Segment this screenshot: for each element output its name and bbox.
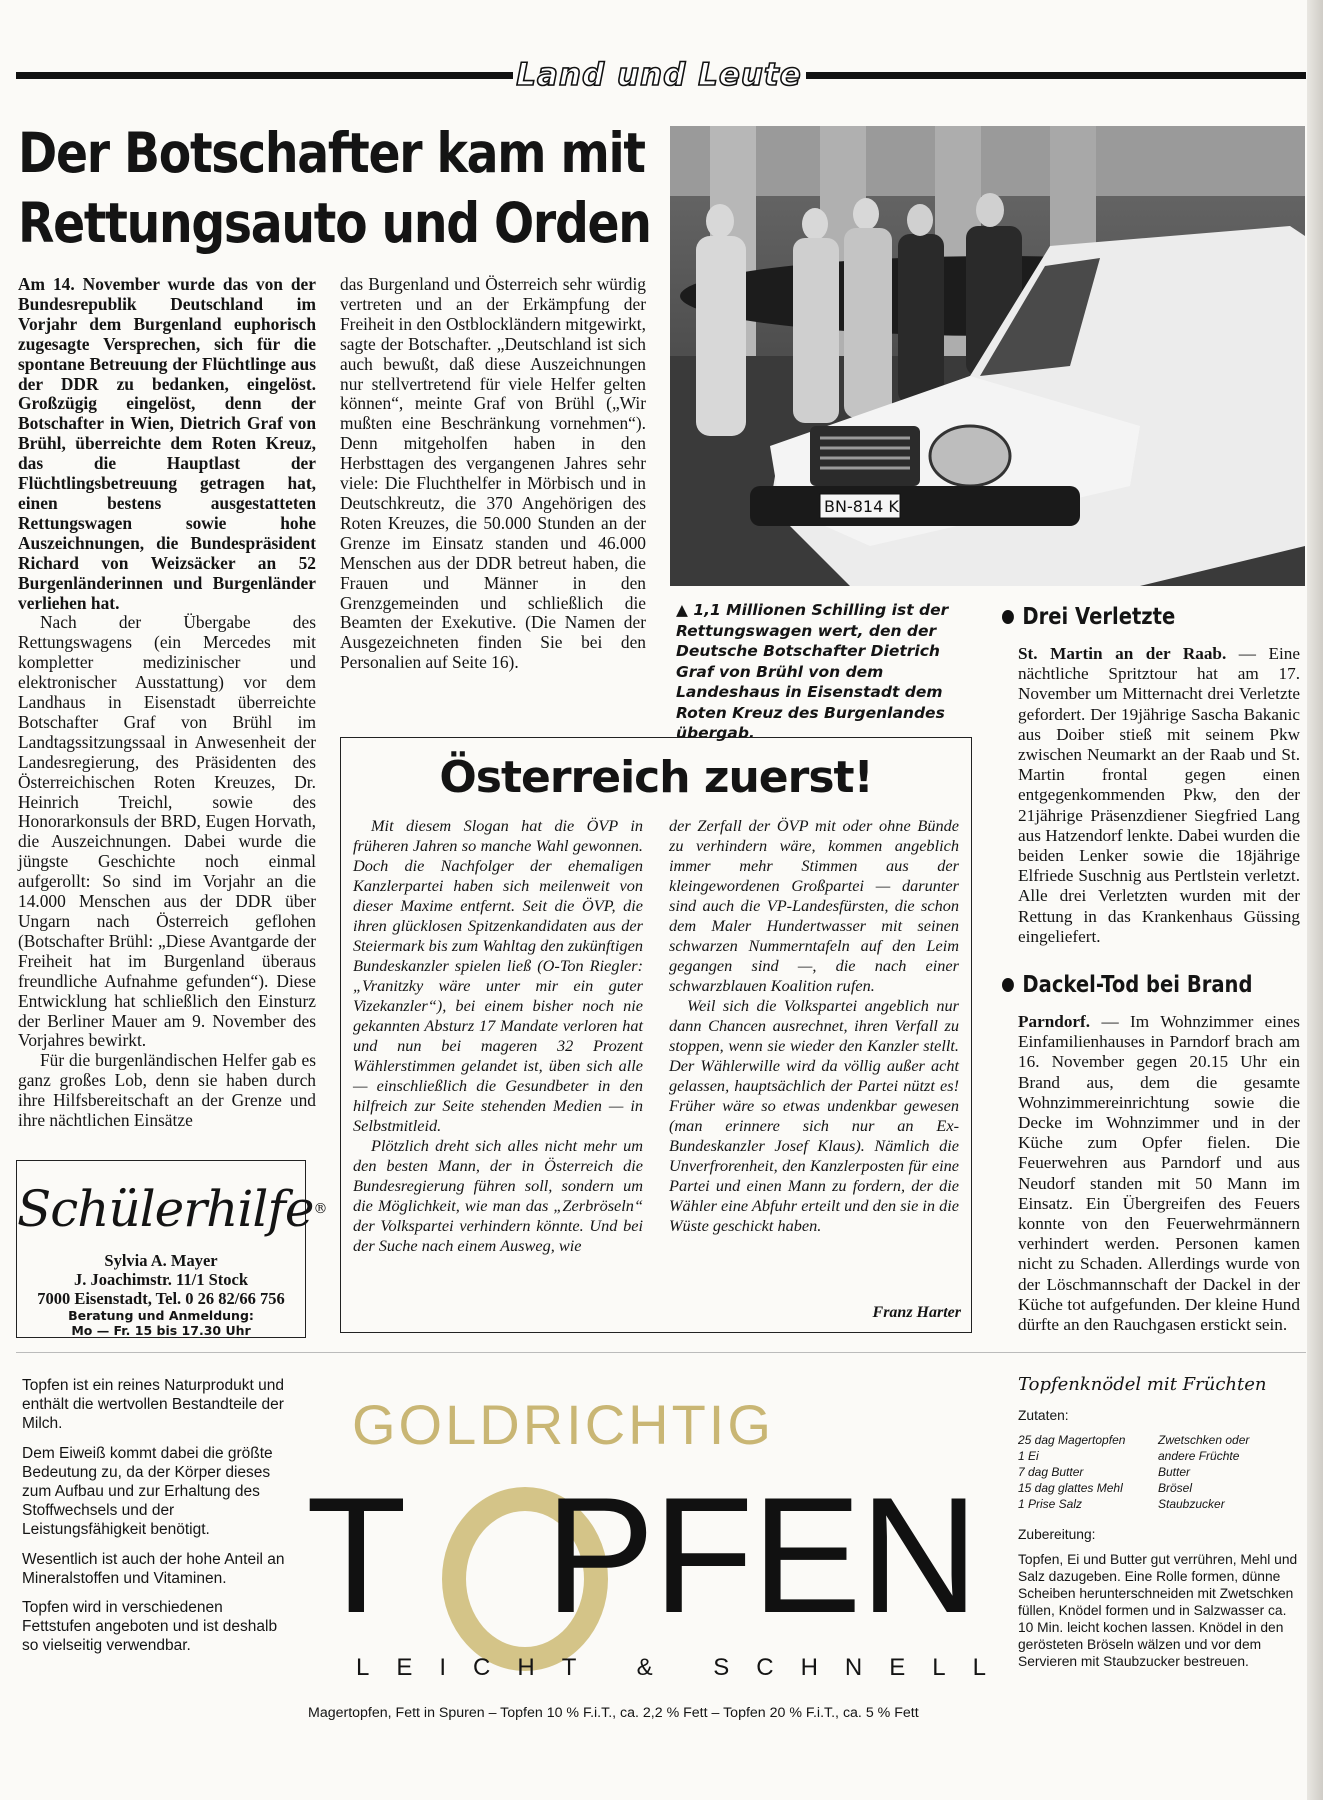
headline bbox=[18, 118, 651, 258]
news-text: — Eine nächtliche Spritztour hat am 17. November um Mitternacht drei Verletzte gefordert. Der 19jährige Sascha Bakanic aus Doiber stieß mit seinem Pkw zwischen Neumarkt an der Raab und St. Martin frontal gegen einen entgegenkommenden Pkw, den der 21jährige Präsenzdiener Siegfried Lang aus Hatzendorf lenkte. Dabei wurden die beiden Lenker sowie die 18jährige Elfriede Suschnig aus Pertlstein verletzt. Alle drei Verletzten wurden mit der Rettung in das Krankenhaus Güssing eingeliefert. bbox=[1018, 644, 1301, 946]
news-location: Parndorf. bbox=[1018, 1012, 1091, 1031]
topfen-paragraph: Wesentlich ist auch der hohe Anteil an Mineralstoffen und Vitaminen. bbox=[22, 1550, 285, 1587]
recipe bbox=[1018, 1376, 1300, 1670]
page-edge bbox=[1307, 0, 1323, 1800]
article-paragraph: Nach der Übergabe des Rettungswagens (ein Mercedes mit kompletter medizinischer und elektronischer Ausstattung) vor dem Landhaus in Eisenstadt überreichte Botschafter Graf von Brühl im Landtagssitzungssaal in Anwesenheit der Landesregierung, des Präsidenten des Österreichischen Roten Kreuzes, Dr. Heinrich Treichl, sowie des Honorarkonsuls der BRD, Eugen Horvath, die Auszeichnungen. Dabei wurde die jüngste Geschichte noch einmal aufgerollt: So sind im Vorjahr an die 14.000 Menschen aus der DDR über Ungarn nach Österreich geflohen (Botschafter Brühl: „Diese Avantgarde der Freiheit hat im Burgenland überaus freundliche Aufnahme gefunden“). Diese Entwicklung hat schließlich den Einsturz der Berliner Mauer am 9. November des Vorjahres bewirkt. bbox=[18, 612, 316, 1051]
headline-line-2: Rettungsauto und Orden bbox=[18, 191, 651, 255]
tagline: LEICHT & SCHNELL bbox=[356, 1654, 1013, 1681]
header-rule-left bbox=[16, 72, 513, 79]
license-plate: BN-814 K bbox=[824, 497, 899, 516]
topfen-info bbox=[22, 1376, 290, 1666]
ingredient: 25 dag Magertopfen bbox=[1018, 1433, 1126, 1447]
article-column-1 bbox=[18, 275, 316, 1131]
article-paragraph: das Burgenland und Österreich sehr würdig vertreten und an der Erkämpfung der Freiheit in den Ostblockländern mitgewirkt, sagte der Botschafter. „Deutschland ist sich auch bewußt, daß diese Auszeichnungen nur stellvertretend für viele Helfer gelten können“, meinte Graf von Brühl („Wir mußten eine Beschränkung vornehmen“). Denn mitgeholfen haben in den Herbsttagen des vergangenen Jahres sehr viele: Die Fluchthelfer in Mörbisch und in Deutschkreutz, die 370 Angehörigen des Roten Kreuzes, die 50.000 Stunden an der Grenze im Einsatz standen und 46.000 Menschen aus der DDR betreut haben, die Frauen und Männer in den Grenzgemeinden und schließlich die Beamten der Exekutive. (Die Namen der Ausgezeichneten finden Sie bei den Personalien auf Seite 16). bbox=[340, 274, 646, 673]
recipe-title: Topfenknödel mit Früchten bbox=[1018, 1374, 1267, 1395]
news-item-2 bbox=[1018, 1012, 1300, 1335]
opinion-title: Österreich zuerst! bbox=[439, 752, 873, 803]
ad-hours: Mo — Fr. 15 bis 17.30 Uhr bbox=[71, 1323, 251, 1338]
ingredient: Zwetschken oder bbox=[1158, 1433, 1250, 1447]
triangle-icon: ▲ bbox=[676, 601, 688, 619]
opinion-paragraph: Plötzlich dreht sich alles nicht mehr um den besten Mann, der in Österreich die Bundesregierung führen soll, sondern um die Möglichkeit, wie man das „Zerbröseln“ der Volkspartei verhindern könnte. Und bei der Suche nach einem Ausweg, wie bbox=[353, 1136, 643, 1255]
opinion-paragraph: Weil sich die Volkspartei angeblich nur dann Chancen ausrechnet, ihren Verfall zu stoppen, wenn sie wieder den Kanzler stellt. Der Wählerwille wird da völlig außer acht gelassen, hauptsächlich der Partei nützt es! Früher wäre so etwas undenkbar gewesen (man erinnere sich nur an Ex-Bundeskanzler Josef Klaus). Nämlich die Unverfrorenheit, den Kanzlerposten für eine Partei und einen Mann zu fordern, der die Wähler eine Abfuhr erteilt und den sie in die Wüste geschickt haben. bbox=[669, 996, 959, 1235]
ingredient: 1 Ei bbox=[1018, 1449, 1039, 1463]
fat-content-line: Magertopfen, Fett in Spuren – Topfen 10 % F.i.T., ca. 2,2 % Fett – Topfen 20 % F.i.T., ca. 5 % Fett bbox=[308, 1705, 919, 1721]
wordmark-t: T bbox=[306, 1463, 405, 1647]
news-location: St. Martin an der Raab. bbox=[1018, 644, 1227, 663]
section-title: Land und Leute bbox=[516, 57, 802, 93]
ad-street: J. Joachimstr. 11/1 Stock bbox=[73, 1270, 249, 1289]
ingredient: 7 dag Butter bbox=[1018, 1465, 1084, 1479]
caption-text: 1,1 Millionen Schilling ist der Rettungswagen wert, den der Deutsche Botschafter Dietrich Graf von Brühl von dem Landeshaus in Eisenstadt dem Roten Kreuz des Burgenlandes übergab. bbox=[676, 601, 949, 742]
schuelerhilfe-ad bbox=[16, 1160, 327, 1338]
photo-caption bbox=[676, 600, 976, 744]
divider bbox=[16, 1352, 1306, 1353]
slogan-goldrichtig: GOLDRICHTIG bbox=[352, 1393, 774, 1456]
ingredient: 1 Prise Salz bbox=[1018, 1497, 1083, 1511]
news-text: — Im Wohnzimmer eines Einfamilienhauses in Parndorf brach am 16. November gegen 20.15 Uhr ein Brand aus, dem die gesamte Wohnzimmereinrichtung sowie die Decke im Wohnzimmer und in der Küche zum Opfer fielen. Die Feuerwehren aus Parndorf und aus Neudorf standen mit 50 Mann im Einsatz. Ein Übergreifen des Feuers konnte von den Feuerwehrmännern verhindert werden. Personen kamen nicht zu Schaden. Allerdings wurde von der Löschmannschaft der Dackel in der Küche tot aufgefunden. Der kleine Hund dürfte an den Rauchgasen erstickt sein. bbox=[1018, 1012, 1300, 1335]
ad-note: Beratung und Anmeldung: bbox=[68, 1308, 254, 1323]
news-title-2: Dackel-Tod bei Brand bbox=[1002, 972, 1252, 998]
ingredients-label: Zutaten: bbox=[1018, 1408, 1069, 1423]
opinion-column-left bbox=[353, 816, 643, 1256]
ingredient: andere Früchte bbox=[1158, 1449, 1240, 1463]
ingredient: 15 dag glattes Mehl bbox=[1018, 1481, 1123, 1495]
opinion-box bbox=[340, 737, 972, 1333]
headline-line-1: Der Botschafter kam mit bbox=[18, 121, 645, 185]
ingredient: Staubzucker bbox=[1158, 1497, 1225, 1511]
prep-label: Zubereitung: bbox=[1018, 1527, 1096, 1542]
article-paragraph: Für die burgenländischen Helfer gab es ganz großes Lob, denn sie haben durch ihre Hilfsbereitschaft an der Grenze und ihre nächtlichen Einsätze bbox=[18, 1050, 316, 1131]
ad-name: Sylvia A. Mayer bbox=[104, 1251, 218, 1270]
header-rule-right bbox=[806, 72, 1306, 79]
wordmark-pfen: PFEN bbox=[544, 1463, 977, 1647]
prep-text: Topfen, Ei und Butter gut verrühren, Mehl und Salz dazugeben. Eine Rolle formen, dünne Scheiben herunterschneiden mit Zwetschken füllen, Knödel formen und in Salzwasser ca. 10 Min. leicht kochen lassen. Knödel in den gerösteten Bröseln wälzen und vor dem Servieren mit Staubzucker bestreuen. bbox=[1018, 1552, 1298, 1669]
topfen-paragraph: Topfen wird in verschiedenen Fettstufen angeboten und ist deshalb so vielseitig verwendbar. bbox=[22, 1599, 278, 1655]
ambulance-photo bbox=[670, 126, 1305, 586]
bullet-icon bbox=[1002, 978, 1014, 992]
article-lead: Am 14. November wurde das von der Bundesrepublik Deutschland im Vorjahr dem Burgenland euphorisch zugesagte Versprechen, sich für die spontane Betreuung der Flüchtlinge aus der DDR zu bedanken, eingelöst. Großzügig eingelöst, denn der Botschafter in Wien, Dietrich Graf von Brühl, überreichte dem Roten Kreuz, das die Hauptlast der Flüchtlingsbetreuung getragen hat, einen bestens ausgestatteten Rettungswagen sowie hohe Auszeichnungen, die Bundespräsident Richard von Weizsäcker an 52 Burgenländerinnen und Burgenländer verliehen hat. bbox=[18, 274, 316, 613]
opinion-paragraph: der Zerfall der ÖVP mit oder ohne Bünde zu verhindern wäre, kommen angeblich immer mehr Stimmen aus der kleingewordenen Großpartei — darunter sind auch die VP-Landesfürsten, die schon dem Maler Hundertwasser mit seinen schwarzen Nummerntafeln auf den Leim gegangen sind —, die nach einer schwarzblauen Koalition rufen. bbox=[669, 816, 959, 995]
article-column-2 bbox=[340, 275, 646, 673]
topfen-paragraph: Topfen ist ein reines Naturprodukt und enthält die wertvollen Bestandteile der Milch. bbox=[22, 1377, 284, 1433]
schuelerhilfe-logo: Schülerhilfe® bbox=[17, 1180, 327, 1238]
ingredient: Butter bbox=[1158, 1465, 1191, 1479]
opinion-column-right bbox=[669, 816, 959, 1236]
bullet-icon bbox=[1002, 610, 1014, 624]
news-title-1: Drei Verletzte bbox=[1002, 604, 1175, 630]
opinion-paragraph: Mit diesem Slogan hat die ÖVP in früheren Jahren so manche Wahl gewonnen. Doch die Nachfolger der ehemaligen Kanzlerpartei haben sich meilenweit von dieser Maxime entfernt. Seit die ÖVP, die ihren glücklosen Spitzenkandidaten aus der Steiermark bis zum Wahltag den zukünftigen Bundeskanzler spielen ließ (O-Ton Riegler: „Vranitzky wäre unter mir ein guter Vizekanzler“), bei einem bisher noch nie gekannten Absturz 17 Mandate verloren hat und nun bei mageren 32 Prozent Wählerstimmen gelandet ist, üben sich alle — einschließlich die Gesundbeter in den hilfreich zur Seite stehenden Medien — in Selbstmitleid. bbox=[353, 816, 643, 1135]
topfen-paragraph: Dem Eiweiß kommt dabei die größte Bedeutung zu, da der Körper dieses zum Aufbau und zur Erhaltung des Stoffwechsels und der Leistungsfähigkeit benötigt. bbox=[22, 1444, 273, 1539]
topfen-wordmark bbox=[306, 1465, 977, 1645]
ad-city: 7000 Eisenstadt, Tel. 0 26 82/66 756 bbox=[37, 1289, 285, 1308]
ingredients-list bbox=[1018, 1432, 1300, 1512]
ingredient: Brösel bbox=[1158, 1481, 1193, 1495]
ad-address bbox=[17, 1251, 305, 1338]
news-item-1 bbox=[1018, 644, 1300, 947]
opinion-author: Franz Harter bbox=[872, 1304, 961, 1321]
